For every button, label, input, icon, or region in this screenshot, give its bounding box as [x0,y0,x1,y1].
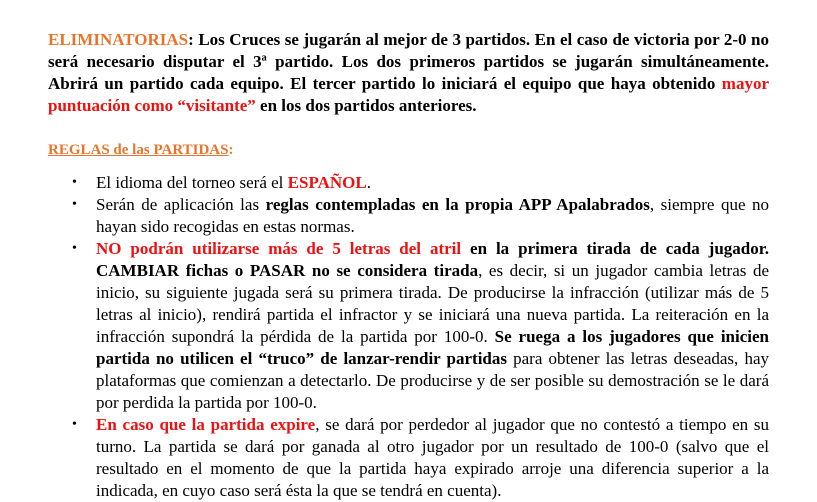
rule-bold: en la primera tirada de cada jugador. CAMBIAR fichas o PASAR no se considera tirada [96,239,769,280]
eliminatorias-text-2: en los dos partidos anteriores. [255,96,477,115]
bullet-icon: • [72,417,77,432]
bullet-icon: • [72,241,77,256]
eliminatorias-text-1: Los Cruces se jugarán al mejor de 3 partidos. En el caso de victoria por 2-0 no será necesario disputar el 3ª partido. Los dos primeros partidos se jugarán simultáneamente. Abrirá un partido cada equipo. El tercer partido lo iniciará el equipo que haya obtenido [48,30,769,93]
eliminatorias-colon: : [188,30,194,49]
eliminatorias-label: ELIMINATORIAS [48,30,189,49]
rule-text: El idioma del torneo será el [96,173,288,192]
rule-item-expired-game [48,414,769,502]
eliminatorias-paragraph [48,29,769,117]
rule-text: . [366,173,371,192]
bullet-icon: • [72,175,77,190]
bullet-icon: • [72,197,77,212]
rule-text: , se dará por perdedor al jugador que no contestó a tiempo en su turno. La partida se dará por ganada al otro jugador por un resultado de 100-0 (salvo que el resultado en el momento de que la partida haya expirado arroje una diferencia superior a la indicada, en cuyo caso será ésta la que se tendrá en cuenta). [96,415,769,500]
rule-highlight: ESPAÑOL [287,173,367,192]
rule-item-app-rules [48,194,769,238]
eliminatorias-highlight: mayor puntuación como “visitante” [48,74,769,115]
document-page [48,29,769,502]
rule-bold: Se ruega a los jugadores que inicien partida no utilicen el “truco” de lanzar-rendir partidas [96,327,769,368]
rule-highlight: En caso que la partida expire [96,415,316,434]
rule-text: , siempre que no hayan sido recogidas en estas normas. [96,195,770,236]
rules-heading-colon: : [228,142,234,158]
rule-bold: reglas contempladas en la propia APP Apalabrados [265,195,650,214]
rule-text: , es decir, si un jugador cambia letras de inicio, su siguiente jugada será su primera tirada. De producirse la infracción (utilizar más de 5 letras al inicio), rendirá partida el infractor y se iniciará una nueva partida. La reiteración en la infracción supondrá la pérdida de la partida por 100-0. [96,261,770,346]
rules-heading [48,140,769,160]
rule-text: Serán de aplicación las [96,195,266,214]
rules-heading-label: REGLAS de las PARTIDAS [48,142,229,158]
rule-highlight: NO podrán utilizarse más de 5 letras del atril [96,239,462,258]
rule-item-language [48,172,769,194]
rule-item-letters-limit [48,238,769,414]
rules-list [48,172,769,502]
rule-text: para obtener las letras deseadas, hay plataformas que comienzan a detectarlo. De producirse y de ser posible su demostración se le dará por perdida la partida por 100-0. [96,349,769,412]
